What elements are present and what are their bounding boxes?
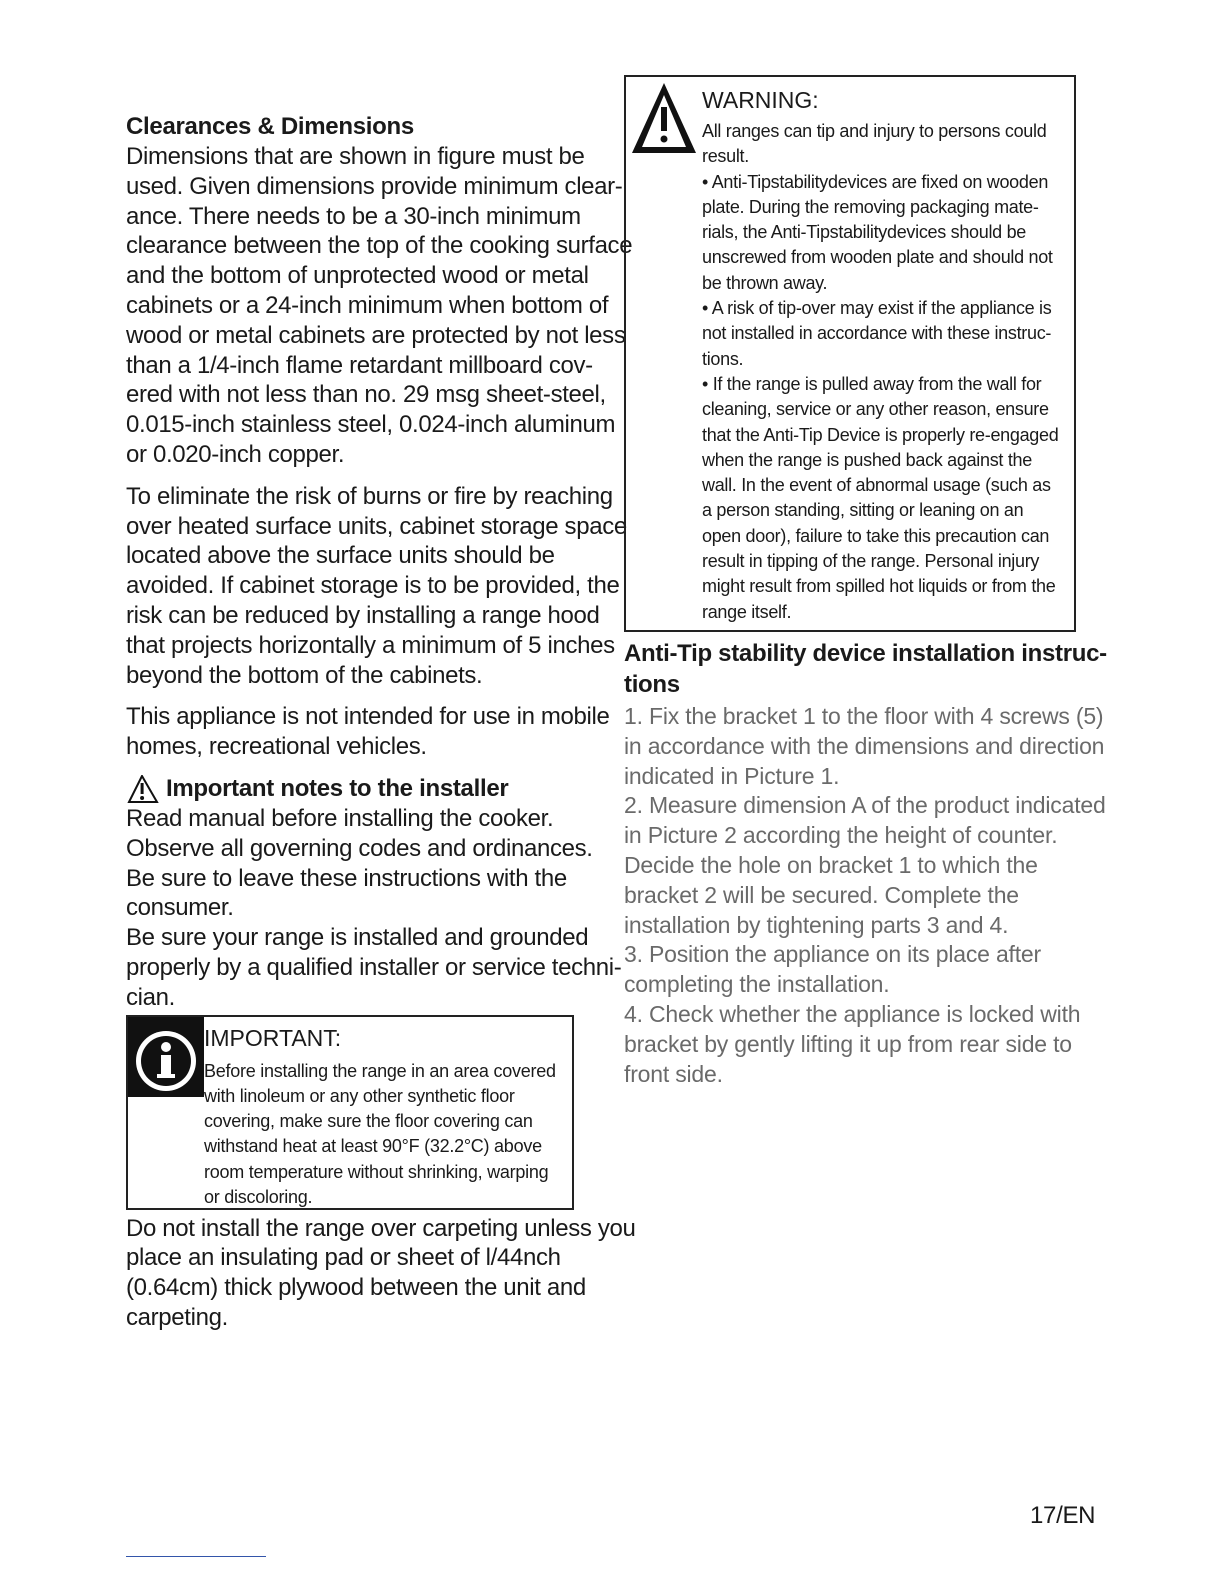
text-line: cleaning, service or any other reason, ensure	[702, 399, 1049, 420]
text-line: that projects horizontally a minimum of 5 inches	[126, 631, 615, 659]
warning-triangle-icon	[126, 775, 166, 803]
important-title: IMPORTANT:	[204, 1024, 342, 1051]
text-line: Do not install the range over carpeting unless you	[126, 1214, 636, 1242]
text-line: or 0.020-inch copper.	[126, 440, 345, 468]
text-line: with linoleum or any other synthetic floor	[204, 1085, 515, 1106]
info-icon	[128, 1017, 204, 1097]
text-line: tions.	[702, 348, 744, 369]
text-line: result.	[702, 146, 749, 167]
text-line: used. Given dimensions provide minimum clear-	[126, 172, 623, 200]
text-line: room temperature without shrinking, warping	[204, 1161, 549, 1182]
text-line: bracket by gently lifting it up from rear side to	[624, 1030, 1072, 1057]
text-line: Be sure your range is installed and grounded	[126, 924, 589, 952]
text-line: • If the range is pulled away from the wall for	[702, 373, 1042, 394]
text-line: over heated surface units, cabinet storage space	[126, 512, 627, 540]
text-line: 1. Fix the bracket 1 to the floor with 4 screws (5)	[624, 703, 1104, 729]
warning-box	[624, 75, 1076, 632]
text-line: (0.64cm) thick plywood between the unit and	[126, 1274, 586, 1302]
text-line: bracket 2 will be secured. Complete the	[624, 881, 1019, 908]
text-line: • A risk of tip-over may exist if the appliance is	[702, 298, 1052, 319]
text-line: wall. In the event of abnormal usage (such as	[702, 475, 1051, 496]
text-line: place an insulating pad or sheet of l/44nch	[126, 1244, 561, 1272]
text-line: beyond the bottom of the cabinets.	[126, 661, 483, 689]
text-line: be thrown away.	[702, 272, 828, 293]
text-line: All ranges can tip and injury to persons could	[702, 121, 1047, 141]
text-line: unscrewed from wooden plate and should not	[702, 247, 1053, 268]
text-line: Before installing the range in an area covered	[204, 1060, 556, 1081]
text-line: covering, make sure the floor covering can	[204, 1111, 533, 1132]
text-line: cian.	[126, 983, 175, 1011]
text-line: Be sure to leave these instructions with the	[126, 864, 567, 892]
text-line: rials, the Anti-Tipstabilitydevices should be	[702, 222, 1027, 243]
text-line: ance. There needs to be a 30-inch minimum	[126, 202, 581, 230]
page-number: 17/EN	[1030, 1502, 1096, 1529]
info-icon-block	[128, 1017, 204, 1097]
text-line: or discoloring.	[204, 1187, 313, 1207]
anti-tip-steps	[624, 702, 1106, 1089]
text-line: might result from spilled hot liquids or from the	[702, 576, 1056, 597]
text-line: result in tipping of the range. Personal injury	[702, 551, 1040, 572]
text-line: and the bottom of unprotected wood or metal	[126, 262, 589, 290]
left-column	[126, 112, 636, 1333]
text-line: withstand heat at least 90°F (32.2°C) above	[204, 1136, 542, 1157]
text-line: a person standing, sitting or leaning on an	[702, 500, 1024, 521]
installer-heading-row	[126, 774, 591, 804]
warning-text	[702, 119, 1074, 625]
text-line: range itself.	[702, 601, 792, 622]
mobile-homes-paragraph	[126, 702, 610, 762]
text-line: than a 1/4-inch flame retardant millboard cov-	[126, 351, 593, 379]
text-line: This appliance is not intended for use in mobile	[126, 703, 610, 731]
text-line: properly by a qualified installer or service techni-	[126, 953, 622, 981]
footer-rule	[126, 1556, 266, 1557]
text-line: completing the installation.	[624, 971, 890, 998]
text-line: 3. Position the appliance on its place after	[624, 941, 1041, 968]
installer-notes	[126, 804, 622, 1013]
text-line: wood or metal cabinets are protected by not less	[126, 321, 626, 349]
text-line: ered with not less than no. 29 msg sheet-steel,	[126, 381, 606, 409]
text-line: avoided. If cabinet storage is to be provided, the	[126, 572, 620, 600]
text-line: open door), failure to take this precaution can	[702, 525, 1050, 546]
text-line: not installed in accordance with these instruc-	[702, 323, 1052, 344]
text-line: in Picture 2 according the height of counter.	[624, 822, 1058, 849]
text-line: indicated in Picture 1.	[624, 762, 840, 789]
text-line: in accordance with the dimensions and direction	[624, 732, 1105, 759]
text-line: 2. Measure dimension A of the product indicated	[624, 792, 1106, 819]
text-line: Decide the hole on bracket 1 to which the	[624, 851, 1038, 878]
text-line: when the range is pushed back against the	[702, 449, 1032, 470]
text-line: Anti-Tip stability device installation instruc-	[624, 640, 1107, 667]
carpet-paragraph	[126, 1214, 636, 1333]
warning-triangle-icon	[626, 77, 702, 157]
text-line: plate. During the removing packaging mate-	[702, 196, 1039, 217]
text-line: homes, recreational vehicles.	[126, 733, 427, 761]
important-box	[126, 1015, 574, 1210]
warning-title: WARNING:	[702, 87, 819, 113]
text-line: • Anti-Tipstabilitydevices are fixed on wooden	[702, 171, 1049, 192]
text-line: cabinets or a 24-inch minimum when bottom of	[126, 291, 609, 319]
text-line: that the Anti-Tip Device is properly re-engaged	[702, 424, 1059, 445]
text-line: located above the surface units should be	[126, 542, 555, 570]
text-line: clearance between the top of the cooking surface	[126, 232, 633, 260]
text-line: Observe all governing codes and ordinances.	[126, 834, 593, 862]
burns-paragraph	[126, 482, 627, 691]
right-column	[624, 75, 1107, 1089]
important-text	[204, 1059, 572, 1211]
clearances-section	[126, 112, 633, 470]
text-line: Dimensions that are shown in figure must be	[126, 143, 585, 170]
text-line: 4. Check whether the appliance is locked with	[624, 1000, 1081, 1027]
text-line: carpeting.	[126, 1303, 228, 1331]
text-line: installation by tightening parts 3 and 4.	[624, 911, 1009, 938]
text-line: consumer.	[126, 894, 234, 922]
text-line: tions	[624, 671, 680, 698]
text-line: Read manual before installing the cooker.	[126, 804, 554, 832]
installer-heading: Important notes to the installer	[166, 774, 509, 802]
text-line: risk can be reduced by installing a range hood	[126, 601, 600, 629]
text-line: To eliminate the risk of burns or fire by reaching	[126, 482, 613, 510]
text-line: 0.015-inch stainless steel, 0.024-inch aluminum	[126, 411, 616, 439]
text-line: front side.	[624, 1060, 723, 1087]
clearances-paragraph	[126, 142, 633, 470]
anti-tip-heading	[624, 638, 1107, 700]
clearances-heading: Clearances & Dimensions	[126, 113, 414, 140]
